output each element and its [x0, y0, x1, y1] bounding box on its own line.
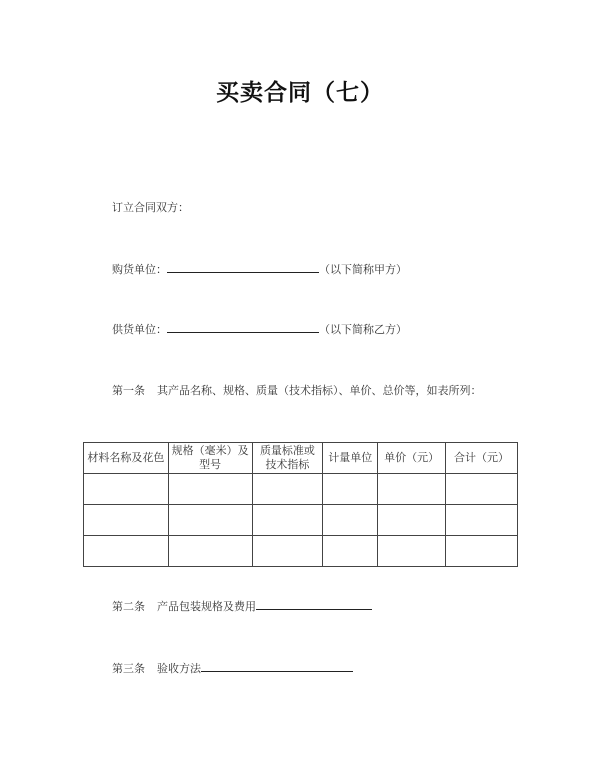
buyer-label: 购货单位： [112, 263, 167, 276]
table-cell[interactable] [446, 474, 518, 505]
seller-label: 供货单位： [112, 323, 167, 336]
table-cell[interactable] [168, 505, 252, 536]
article-3-number: 第三条 [112, 662, 145, 675]
header-quality-standard: 质量标准或技术指标 [252, 443, 323, 474]
table-cell[interactable] [252, 474, 323, 505]
buyer-suffix: （以下简称甲方） [319, 263, 407, 276]
article-1-number: 第一条 [112, 384, 145, 397]
header-total: 合计（元） [446, 443, 518, 474]
table-cell[interactable] [252, 505, 323, 536]
packaging-blank-field[interactable] [256, 598, 372, 610]
table-cell[interactable] [168, 536, 252, 567]
table-cell[interactable] [252, 536, 323, 567]
table-header-row [84, 443, 518, 474]
article-2-number: 第二条 [112, 600, 145, 613]
table-cell[interactable] [84, 536, 169, 567]
table-cell[interactable] [446, 505, 518, 536]
table-cell[interactable] [323, 536, 378, 567]
buyer-blank-field[interactable] [167, 261, 319, 273]
table-cell[interactable] [84, 505, 169, 536]
article-3 [112, 660, 353, 676]
table-cell[interactable] [378, 536, 446, 567]
table-cell[interactable] [446, 536, 518, 567]
header-spec-model: 规格（毫米）及型号 [168, 443, 252, 474]
seller-suffix: （以下简称乙方） [319, 323, 407, 336]
article-1 [112, 382, 482, 398]
table-cell[interactable] [323, 474, 378, 505]
table-cell[interactable] [323, 505, 378, 536]
inspection-blank-field[interactable] [201, 660, 353, 672]
header-unit-price: 单价（元） [378, 443, 446, 474]
table-cell[interactable] [378, 474, 446, 505]
header-material-name: 材料名称及花色 [84, 443, 169, 474]
buyer-line [112, 261, 407, 277]
article-1-text: 其产品名称、规格、质量（技术指标）、单价、总价等，如表所列： [157, 384, 482, 397]
seller-line [112, 321, 407, 337]
seller-blank-field[interactable] [167, 321, 319, 333]
table-row [84, 474, 518, 505]
table-row [84, 505, 518, 536]
table-cell[interactable] [84, 474, 169, 505]
product-spec-table [83, 442, 518, 567]
table-cell[interactable] [168, 474, 252, 505]
article-3-text: 验收方法 [157, 662, 201, 675]
article-2 [112, 598, 372, 614]
article-2-text: 产品包装规格及费用 [157, 600, 256, 613]
parties-heading: 订立合同双方： [112, 201, 189, 214]
header-unit: 计量单位 [323, 443, 378, 474]
document-title: 买卖合同（七） [216, 80, 384, 106]
table-cell[interactable] [378, 505, 446, 536]
table-row [84, 536, 518, 567]
